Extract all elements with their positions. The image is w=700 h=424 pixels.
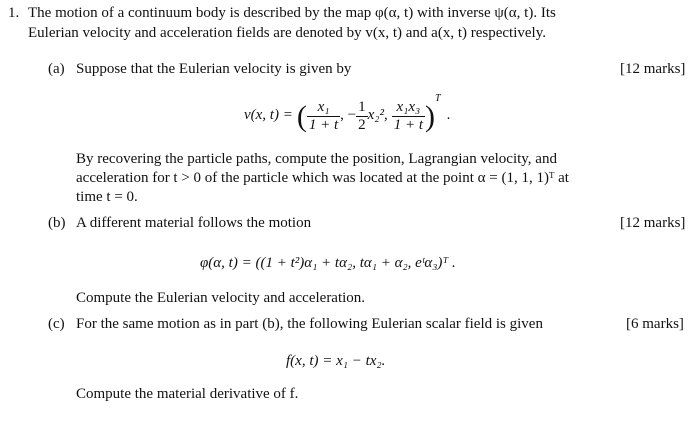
part-a-eq-end: . [446,107,451,124]
part-a-marks: [12 marks] [620,61,686,77]
part-c-marks: [6 marks] [626,316,684,332]
part-c-text: Compute the material derivative of f. [76,386,299,402]
fraction-1 [307,99,340,133]
left-paren: ( [296,99,307,133]
part-a-text-line2: acceleration for t > 0 of the particle which was located at the point α = (1, 1, 1)ᵀ at [76,170,569,186]
question-intro-line2: Eulerian velocity and acceleration fields are denoted by v(x, t) and a(x, t) respectively. [28,25,546,41]
fraction-2-numerator: 1 [358,99,366,115]
fraction-1-denominator: 1 + t [308,116,339,133]
question-number: 1. [8,5,20,21]
part-b-marks: [12 marks] [620,215,686,231]
part-b-label: (b) [48,215,66,231]
fraction-1-numerator: x₁ [307,99,340,117]
fraction-3-denominator: 1 + t [393,116,424,133]
part-a-label: (a) [48,61,65,77]
part-a-text-line3: time t = 0. [76,189,138,205]
part-a-eq-lhs: v(x, t) = [244,107,293,124]
part-a-eq-separator: , − [340,107,357,124]
part-b-text: Compute the Eulerian velocity and acceleration. [76,290,366,306]
part-a-text-line1: By recovering the particle paths, compute the position, Lagrangian velocity, and [76,151,557,167]
fraction-3-numerator: x₁x₃ [392,99,425,117]
fraction-2 [356,99,368,133]
fraction-3 [392,99,425,133]
question-intro-line1: The motion of a continuum body is described by the map φ(α, t) with inverse ψ(α, t). Its [28,5,556,21]
fraction-2-denominator: 2 [358,116,366,133]
part-a-eq-middle-term: x₂², [367,107,388,124]
right-paren: ) [425,99,436,133]
transpose-superscript: T [435,93,441,104]
part-c-label: (c) [48,316,65,332]
part-b-prompt: A different material follows the motion [76,215,312,231]
part-c-prompt: For the same motion as in part (b), the following Eulerian scalar field is given [76,316,543,332]
part-c-equation: f(x, t) = x₁ − tx₂. [286,353,386,369]
part-b-equation: φ(α, t) = ((1 + t²)α₁ + tα₂, tα₁ + α₂, eᵗα₃)ᵀ . [200,255,456,271]
part-a-prompt: Suppose that the Eulerian velocity is given by [76,61,352,77]
part-a-equation [244,90,450,142]
